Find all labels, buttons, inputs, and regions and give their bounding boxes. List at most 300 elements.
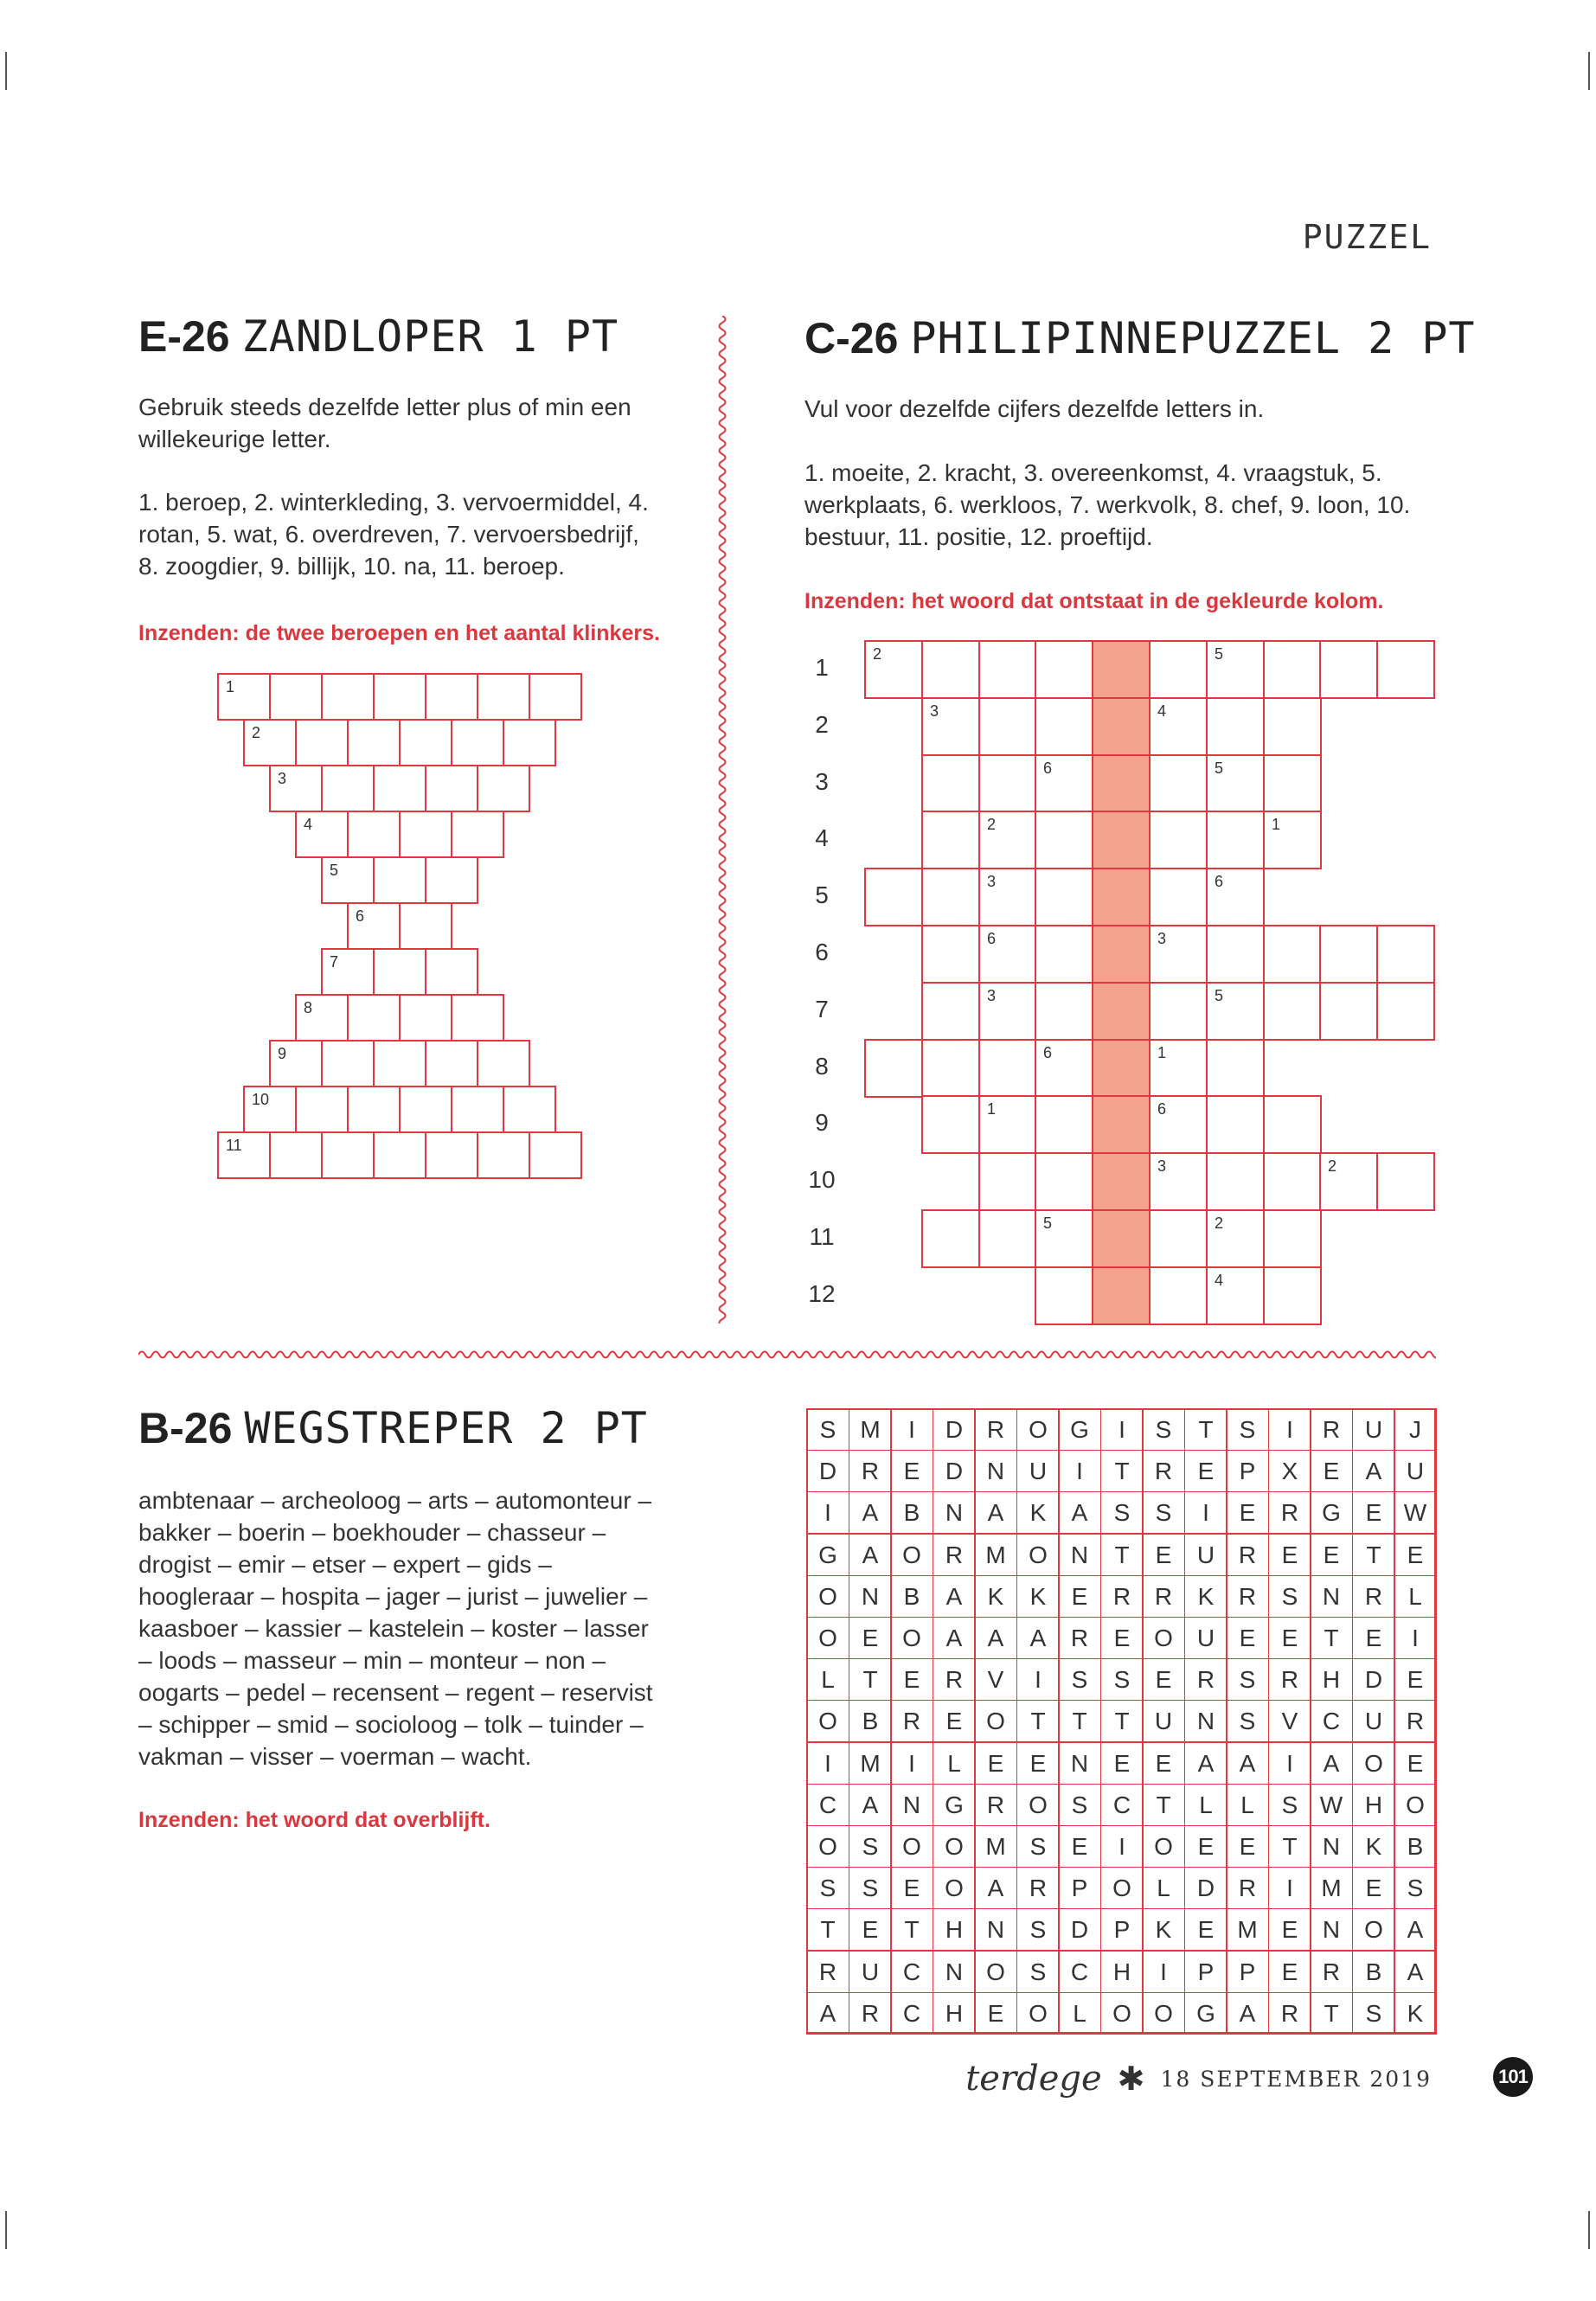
- wordsearch-letter[interactable]: S: [806, 1867, 849, 1909]
- philipinne-cell[interactable]: [1206, 1266, 1265, 1325]
- philipinne-cell[interactable]: [1149, 1095, 1208, 1154]
- wordsearch-letter[interactable]: J: [1394, 1408, 1437, 1451]
- wordsearch-letter[interactable]: T: [1184, 1408, 1227, 1451]
- zandloper-cell[interactable]: [451, 1086, 504, 1133]
- wordsearch-letter[interactable]: U: [1352, 1408, 1395, 1451]
- wordsearch-letter[interactable]: G: [1310, 1491, 1353, 1534]
- wordsearch-letter[interactable]: R: [890, 1700, 933, 1742]
- wordsearch-letter[interactable]: E: [1184, 1825, 1227, 1868]
- philipinne-cell[interactable]: [1206, 811, 1265, 869]
- wordsearch-letter[interactable]: G: [806, 1534, 849, 1576]
- zandloper-cell[interactable]: [321, 1040, 375, 1087]
- philipinne-cell[interactable]: [978, 868, 1037, 926]
- wordsearch-letter[interactable]: W: [1394, 1491, 1437, 1534]
- philipinne-highlight-cell[interactable]: [1092, 925, 1151, 984]
- wordsearch-letter[interactable]: A: [849, 1784, 892, 1826]
- wordsearch-letter[interactable]: A: [1226, 1992, 1269, 2035]
- wordsearch-letter[interactable]: R: [1142, 1575, 1185, 1618]
- philipinne-cell[interactable]: [864, 1039, 923, 1098]
- wordsearch-letter[interactable]: E: [1394, 1534, 1437, 1576]
- wordsearch-letter[interactable]: E: [974, 1742, 1017, 1785]
- wordsearch-letter[interactable]: O: [974, 1700, 1017, 1742]
- wordsearch-letter[interactable]: R: [1352, 1575, 1395, 1618]
- wordsearch-letter[interactable]: T: [1100, 1450, 1144, 1492]
- wordsearch-letter[interactable]: C: [1310, 1700, 1353, 1742]
- philipinne-cell[interactable]: [921, 754, 980, 813]
- wordsearch-letter[interactable]: T: [1100, 1534, 1144, 1576]
- wordsearch-letter[interactable]: A: [1016, 1617, 1060, 1659]
- philipinne-highlight-cell[interactable]: [1092, 1152, 1151, 1211]
- wordsearch-letter[interactable]: O: [1352, 1742, 1395, 1785]
- wordsearch-letter[interactable]: D: [1184, 1867, 1227, 1909]
- wordsearch-letter[interactable]: A: [1184, 1742, 1227, 1785]
- wordsearch-letter[interactable]: V: [1268, 1700, 1311, 1742]
- zandloper-cell[interactable]: [347, 811, 401, 858]
- zandloper-cell[interactable]: [503, 719, 556, 766]
- philipinne-cell[interactable]: [1149, 1266, 1208, 1325]
- zandloper-cell[interactable]: [321, 948, 375, 996]
- wordsearch-letter[interactable]: E: [1184, 1908, 1227, 1951]
- wordsearch-letter[interactable]: S: [849, 1867, 892, 1909]
- philipinne-highlight-cell[interactable]: [1092, 982, 1151, 1041]
- philipinne-cell[interactable]: [1149, 868, 1208, 926]
- wordsearch-letter[interactable]: B: [890, 1491, 933, 1534]
- wordsearch-letter[interactable]: T: [1100, 1700, 1144, 1742]
- wordsearch-letter[interactable]: W: [1310, 1784, 1353, 1826]
- philipinne-cell[interactable]: [1319, 640, 1378, 699]
- wordsearch-letter[interactable]: O: [806, 1617, 849, 1659]
- wordsearch-letter[interactable]: T: [1310, 1617, 1353, 1659]
- wordsearch-letter[interactable]: B: [890, 1575, 933, 1618]
- wordsearch-letter[interactable]: E: [1394, 1742, 1437, 1785]
- philipinne-cell[interactable]: [1035, 1209, 1093, 1268]
- wordsearch-letter[interactable]: K: [1352, 1825, 1395, 1868]
- wordsearch-letter[interactable]: O: [1142, 1992, 1185, 2035]
- wordsearch-letter[interactable]: S: [1226, 1658, 1269, 1701]
- wordsearch-letter[interactable]: T: [890, 1908, 933, 1951]
- wordsearch-letter[interactable]: R: [849, 1992, 892, 2035]
- philipinne-cell[interactable]: [921, 1209, 980, 1268]
- wordsearch-letter[interactable]: S: [1394, 1867, 1437, 1909]
- wordsearch-letter[interactable]: N: [890, 1784, 933, 1826]
- wordsearch-letter[interactable]: C: [1058, 1951, 1101, 1993]
- wordsearch-letter[interactable]: R: [1310, 1951, 1353, 1993]
- wordsearch-letter[interactable]: K: [1016, 1575, 1060, 1618]
- zandloper-cell[interactable]: [399, 811, 452, 858]
- zandloper-cell[interactable]: [399, 994, 452, 1042]
- zandloper-cell[interactable]: [373, 1040, 426, 1087]
- philipinne-cell[interactable]: [1035, 1039, 1093, 1098]
- philipinne-cell[interactable]: [1035, 1095, 1093, 1154]
- wordsearch-letter[interactable]: I: [1268, 1867, 1311, 1909]
- wordsearch-letter[interactable]: R: [1268, 1992, 1311, 2035]
- wordsearch-letter[interactable]: S: [1100, 1658, 1144, 1701]
- zandloper-cell[interactable]: [399, 1086, 452, 1133]
- wordsearch-letter[interactable]: M: [849, 1742, 892, 1785]
- wordsearch-letter[interactable]: D: [933, 1408, 976, 1451]
- wordsearch-letter[interactable]: O: [974, 1951, 1017, 1993]
- wordsearch-letter[interactable]: S: [849, 1825, 892, 1868]
- wordsearch-letter[interactable]: T: [1310, 1992, 1353, 2035]
- zandloper-cell[interactable]: [269, 673, 323, 721]
- philipinne-cell[interactable]: [1035, 640, 1093, 699]
- wordsearch-letter[interactable]: A: [806, 1992, 849, 2035]
- wordsearch-letter[interactable]: R: [1016, 1867, 1060, 1909]
- wordsearch-letter[interactable]: R: [1394, 1700, 1437, 1742]
- wordsearch-letter[interactable]: L: [806, 1658, 849, 1701]
- philipinne-cell[interactable]: [1035, 868, 1093, 926]
- zandloper-cell[interactable]: [347, 994, 401, 1042]
- wordsearch-letter[interactable]: T: [1268, 1825, 1311, 1868]
- wordsearch-letter[interactable]: E: [1142, 1658, 1185, 1701]
- wordsearch-letter[interactable]: E: [1352, 1491, 1395, 1534]
- wordsearch-letter[interactable]: I: [1268, 1408, 1311, 1451]
- philipinne-highlight-cell[interactable]: [1092, 811, 1151, 869]
- wordsearch-letter[interactable]: E: [1352, 1617, 1395, 1659]
- wordsearch-letter[interactable]: A: [1394, 1908, 1437, 1951]
- philipinne-cell[interactable]: [1319, 925, 1378, 984]
- wordsearch-letter[interactable]: R: [1184, 1658, 1227, 1701]
- wordsearch-letter[interactable]: L: [1394, 1575, 1437, 1618]
- wordsearch-letter[interactable]: R: [1226, 1575, 1269, 1618]
- philipinne-cell[interactable]: [1376, 1152, 1435, 1211]
- wordsearch-letter[interactable]: A: [1058, 1491, 1101, 1534]
- wordsearch-letter[interactable]: T: [849, 1658, 892, 1701]
- philipinne-cell[interactable]: [978, 754, 1037, 813]
- wordsearch-letter[interactable]: U: [1142, 1700, 1185, 1742]
- zandloper-cell[interactable]: [425, 765, 478, 812]
- philipinne-cell[interactable]: [1263, 982, 1322, 1041]
- wordsearch-letter[interactable]: E: [1142, 1534, 1185, 1576]
- wordsearch-letter[interactable]: I: [1016, 1658, 1060, 1701]
- zandloper-cell[interactable]: [269, 765, 323, 812]
- wordsearch-letter[interactable]: E: [1142, 1742, 1185, 1785]
- zandloper-cell[interactable]: [529, 1131, 582, 1179]
- wordsearch-letter[interactable]: B: [1394, 1825, 1437, 1868]
- wordsearch-letter[interactable]: E: [1184, 1450, 1227, 1492]
- wordsearch-letter[interactable]: M: [1226, 1908, 1269, 1951]
- philipinne-cell[interactable]: [1263, 754, 1322, 813]
- wordsearch-letter[interactable]: E: [1310, 1534, 1353, 1576]
- wordsearch-letter[interactable]: E: [1226, 1617, 1269, 1659]
- wordsearch-letter[interactable]: O: [1394, 1784, 1437, 1826]
- wordsearch-letter[interactable]: O: [1142, 1825, 1185, 1868]
- philipinne-cell[interactable]: [921, 640, 980, 699]
- wordsearch-letter[interactable]: P: [1184, 1951, 1227, 1993]
- wordsearch-letter[interactable]: G: [1184, 1992, 1227, 2035]
- wordsearch-letter[interactable]: L: [933, 1742, 976, 1785]
- wordsearch-letter[interactable]: S: [1268, 1575, 1311, 1618]
- wordsearch-letter[interactable]: T: [806, 1908, 849, 1951]
- wordsearch-letter[interactable]: M: [974, 1825, 1017, 1868]
- philipinne-highlight-cell[interactable]: [1092, 640, 1151, 699]
- philipinne-cell[interactable]: [864, 640, 923, 699]
- wordsearch-letter[interactable]: E: [1100, 1742, 1144, 1785]
- wordsearch-letter[interactable]: I: [1268, 1742, 1311, 1785]
- wordsearch-letter[interactable]: P: [1226, 1951, 1269, 1993]
- philipinne-cell[interactable]: [1035, 697, 1093, 756]
- philipinne-cell[interactable]: [1376, 982, 1435, 1041]
- zandloper-cell[interactable]: [451, 719, 504, 766]
- wordsearch-letter[interactable]: U: [1016, 1450, 1060, 1492]
- wordsearch-letter[interactable]: E: [1310, 1450, 1353, 1492]
- wordsearch-letter[interactable]: E: [890, 1450, 933, 1492]
- wordsearch-letter[interactable]: T: [1352, 1534, 1395, 1576]
- philipinne-cell[interactable]: [1149, 811, 1208, 869]
- philipinne-cell[interactable]: [1149, 754, 1208, 813]
- wordsearch-letter[interactable]: O: [1016, 1408, 1060, 1451]
- wordsearch-letter[interactable]: I: [1184, 1491, 1227, 1534]
- zandloper-cell[interactable]: [269, 1131, 323, 1179]
- wordsearch-letter[interactable]: A: [974, 1491, 1017, 1534]
- philipinne-cell[interactable]: [921, 697, 980, 756]
- wordsearch-letter[interactable]: U: [1184, 1534, 1227, 1576]
- wordsearch-letter[interactable]: N: [933, 1491, 976, 1534]
- wordsearch-letter[interactable]: R: [806, 1951, 849, 1993]
- wordsearch-letter[interactable]: S: [806, 1408, 849, 1451]
- philipinne-cell[interactable]: [978, 1152, 1037, 1211]
- philipinne-cell[interactable]: [1263, 1152, 1322, 1211]
- wordsearch-letter[interactable]: D: [1352, 1658, 1395, 1701]
- wordsearch-letter[interactable]: I: [1142, 1951, 1185, 1993]
- zandloper-cell[interactable]: [477, 673, 530, 721]
- wordsearch-letter[interactable]: O: [806, 1825, 849, 1868]
- philipinne-cell[interactable]: [1035, 982, 1093, 1041]
- wordsearch-letter[interactable]: U: [1352, 1700, 1395, 1742]
- philipinne-cell[interactable]: [1263, 925, 1322, 984]
- wordsearch-letter[interactable]: M: [974, 1534, 1017, 1576]
- wordsearch-letter[interactable]: A: [849, 1491, 892, 1534]
- philipinne-cell[interactable]: [1149, 1209, 1208, 1268]
- wordsearch-letter[interactable]: N: [849, 1575, 892, 1618]
- philipinne-cell[interactable]: [978, 811, 1037, 869]
- zandloper-cell[interactable]: [217, 1131, 271, 1179]
- wordsearch-letter[interactable]: O: [1016, 1534, 1060, 1576]
- wordsearch-letter[interactable]: L: [1226, 1784, 1269, 1826]
- zandloper-cell[interactable]: [347, 1086, 401, 1133]
- wordsearch-letter[interactable]: E: [1016, 1742, 1060, 1785]
- zandloper-cell[interactable]: [321, 765, 375, 812]
- wordsearch-letter[interactable]: K: [1184, 1575, 1227, 1618]
- philipinne-cell[interactable]: [1263, 697, 1322, 756]
- wordsearch-letter[interactable]: O: [1016, 1992, 1060, 2035]
- wordsearch-letter[interactable]: O: [806, 1575, 849, 1618]
- wordsearch-letter[interactable]: T: [1058, 1700, 1101, 1742]
- wordsearch-letter[interactable]: O: [890, 1825, 933, 1868]
- wordsearch-letter[interactable]: E: [849, 1617, 892, 1659]
- zandloper-cell[interactable]: [373, 1131, 426, 1179]
- philipinne-cell[interactable]: [1035, 925, 1093, 984]
- wordsearch-letter[interactable]: K: [1016, 1491, 1060, 1534]
- wordsearch-letter[interactable]: M: [1310, 1867, 1353, 1909]
- zandloper-cell[interactable]: [477, 1131, 530, 1179]
- wordsearch-letter[interactable]: C: [1100, 1784, 1144, 1826]
- wordsearch-letter[interactable]: C: [890, 1992, 933, 2035]
- zandloper-cell[interactable]: [295, 811, 349, 858]
- wordsearch-letter[interactable]: S: [1142, 1408, 1185, 1451]
- zandloper-cell[interactable]: [425, 948, 478, 996]
- philipinne-cell[interactable]: [1206, 1209, 1265, 1268]
- philipinne-cell[interactable]: [1206, 1095, 1265, 1154]
- wordsearch-letter[interactable]: K: [1142, 1908, 1185, 1951]
- philipinne-cell[interactable]: [921, 868, 980, 926]
- wordsearch-letter[interactable]: R: [1268, 1658, 1311, 1701]
- philipinne-cell[interactable]: [1263, 811, 1322, 869]
- zandloper-cell[interactable]: [503, 1086, 556, 1133]
- wordsearch-letter[interactable]: X: [1268, 1450, 1311, 1492]
- wordsearch-letter[interactable]: E: [1058, 1575, 1101, 1618]
- zandloper-cell[interactable]: [243, 1086, 297, 1133]
- wordsearch-letter[interactable]: C: [806, 1784, 849, 1826]
- wordsearch-letter[interactable]: R: [1142, 1450, 1185, 1492]
- zandloper-cell[interactable]: [295, 1086, 349, 1133]
- wordsearch-letter[interactable]: I: [1100, 1825, 1144, 1868]
- wordsearch-letter[interactable]: S: [1352, 1992, 1395, 2035]
- philipinne-cell[interactable]: [978, 1039, 1037, 1098]
- wordsearch-letter[interactable]: D: [1058, 1908, 1101, 1951]
- wordsearch-letter[interactable]: U: [1184, 1617, 1227, 1659]
- wordsearch-letter[interactable]: O: [1142, 1617, 1185, 1659]
- philipinne-cell[interactable]: [921, 925, 980, 984]
- wordsearch-letter[interactable]: E: [1394, 1658, 1437, 1701]
- wordsearch-letter[interactable]: N: [974, 1908, 1017, 1951]
- wordsearch-letter[interactable]: A: [849, 1534, 892, 1576]
- philipinne-cell[interactable]: [1149, 1039, 1208, 1098]
- zandloper-cell[interactable]: [399, 719, 452, 766]
- philipinne-cell[interactable]: [1035, 754, 1093, 813]
- wordsearch-letter[interactable]: R: [1100, 1575, 1144, 1618]
- philipinne-cell[interactable]: [1206, 640, 1265, 699]
- zandloper-cell[interactable]: [321, 673, 375, 721]
- wordsearch-letter[interactable]: K: [1394, 1992, 1437, 2035]
- wordsearch-letter[interactable]: G: [1058, 1408, 1101, 1451]
- philipinne-cell[interactable]: [1035, 1266, 1093, 1325]
- philipinne-cell[interactable]: [1263, 1266, 1322, 1325]
- zandloper-cell[interactable]: [451, 994, 504, 1042]
- wordsearch-letter[interactable]: T: [1016, 1700, 1060, 1742]
- wordsearch-letter[interactable]: R: [1310, 1408, 1353, 1451]
- wordsearch-letter[interactable]: E: [1058, 1825, 1101, 1868]
- wordsearch-letter[interactable]: S: [1226, 1700, 1269, 1742]
- wordsearch-letter[interactable]: V: [974, 1658, 1017, 1701]
- wordsearch-letter[interactable]: C: [890, 1951, 933, 1993]
- wordsearch-letter[interactable]: B: [1352, 1951, 1395, 1993]
- philipinne-cell[interactable]: [1206, 754, 1265, 813]
- wordsearch-letter[interactable]: E: [890, 1658, 933, 1701]
- zandloper-cell[interactable]: [477, 765, 530, 812]
- wordsearch-letter[interactable]: H: [1310, 1658, 1353, 1701]
- zandloper-cell[interactable]: [425, 1040, 478, 1087]
- wordsearch-letter[interactable]: A: [1226, 1742, 1269, 1785]
- wordsearch-letter[interactable]: R: [974, 1408, 1017, 1451]
- philipinne-cell[interactable]: [1206, 982, 1265, 1041]
- wordsearch-letter[interactable]: P: [1058, 1867, 1101, 1909]
- wordsearch-letter[interactable]: R: [849, 1450, 892, 1492]
- philipinne-cell[interactable]: [1263, 1095, 1322, 1154]
- philipinne-cell[interactable]: [1206, 868, 1265, 926]
- philipinne-cell[interactable]: [1149, 982, 1208, 1041]
- wordsearch-letter[interactable]: O: [1100, 1992, 1144, 2035]
- wordsearch-letter[interactable]: E: [1226, 1825, 1269, 1868]
- wordsearch-letter[interactable]: A: [1394, 1951, 1437, 1993]
- wordsearch-letter[interactable]: O: [1016, 1784, 1060, 1826]
- philipinne-cell[interactable]: [1149, 1152, 1208, 1211]
- wordsearch-letter[interactable]: E: [890, 1867, 933, 1909]
- wordsearch-letter[interactable]: N: [1310, 1575, 1353, 1618]
- wordsearch-letter[interactable]: N: [1058, 1742, 1101, 1785]
- wordsearch-letter[interactable]: D: [933, 1450, 976, 1492]
- philipinne-cell[interactable]: [1149, 640, 1208, 699]
- philipinne-cell[interactable]: [978, 1209, 1037, 1268]
- philipinne-cell[interactable]: [1149, 925, 1208, 984]
- wordsearch-letter[interactable]: R: [1226, 1534, 1269, 1576]
- wordsearch-letter[interactable]: M: [849, 1408, 892, 1451]
- zandloper-cell[interactable]: [217, 673, 271, 721]
- zandloper-cell[interactable]: [373, 765, 426, 812]
- zandloper-cell[interactable]: [269, 1040, 323, 1087]
- zandloper-cell[interactable]: [347, 902, 401, 950]
- wordsearch-letter[interactable]: I: [1058, 1450, 1101, 1492]
- wordsearch-letter[interactable]: O: [1352, 1908, 1395, 1951]
- wordsearch-letter[interactable]: E: [1268, 1951, 1311, 1993]
- zandloper-cell[interactable]: [399, 902, 452, 950]
- wordsearch-letter[interactable]: T: [1142, 1784, 1185, 1826]
- wordsearch-letter[interactable]: N: [1310, 1908, 1353, 1951]
- philipinne-cell[interactable]: [1319, 982, 1378, 1041]
- wordsearch-letter[interactable]: R: [1268, 1491, 1311, 1534]
- wordsearch-letter[interactable]: B: [849, 1700, 892, 1742]
- wordsearch-letter[interactable]: U: [1394, 1450, 1437, 1492]
- wordsearch-letter[interactable]: A: [933, 1575, 976, 1618]
- philipinne-cell[interactable]: [921, 811, 980, 869]
- wordsearch-letter[interactable]: E: [1268, 1908, 1311, 1951]
- wordsearch-letter[interactable]: N: [1184, 1700, 1227, 1742]
- wordsearch-letter[interactable]: S: [1016, 1825, 1060, 1868]
- zandloper-cell[interactable]: [425, 1131, 478, 1179]
- wordsearch-letter[interactable]: K: [974, 1575, 1017, 1618]
- zandloper-cell[interactable]: [373, 948, 426, 996]
- wordsearch-letter[interactable]: R: [974, 1784, 1017, 1826]
- wordsearch-letter[interactable]: A: [1310, 1742, 1353, 1785]
- philipinne-highlight-cell[interactable]: [1092, 697, 1151, 756]
- wordsearch-letter[interactable]: L: [1142, 1867, 1185, 1909]
- wordsearch-letter[interactable]: I: [1394, 1617, 1437, 1659]
- wordsearch-letter[interactable]: O: [933, 1867, 976, 1909]
- wordsearch-letter[interactable]: N: [974, 1450, 1017, 1492]
- philipinne-cell[interactable]: [978, 640, 1037, 699]
- philipinne-cell[interactable]: [978, 1095, 1037, 1154]
- wordsearch-letter[interactable]: E: [849, 1908, 892, 1951]
- wordsearch-letter[interactable]: A: [974, 1617, 1017, 1659]
- zandloper-cell[interactable]: [425, 856, 478, 904]
- wordsearch-letter[interactable]: I: [806, 1491, 849, 1534]
- philipinne-cell[interactable]: [978, 925, 1037, 984]
- philipinne-cell[interactable]: [1149, 697, 1208, 756]
- philipinne-cell[interactable]: [1206, 697, 1265, 756]
- wordsearch-letter[interactable]: S: [1100, 1491, 1144, 1534]
- wordsearch-letter[interactable]: H: [1100, 1951, 1144, 1993]
- wordsearch-letter[interactable]: L: [1058, 1992, 1101, 2035]
- philipinne-cell[interactable]: [921, 982, 980, 1041]
- wordsearch-letter[interactable]: E: [1352, 1867, 1395, 1909]
- wordsearch-letter[interactable]: R: [1226, 1867, 1269, 1909]
- wordsearch-letter[interactable]: O: [933, 1825, 976, 1868]
- zandloper-cell[interactable]: [373, 673, 426, 721]
- wordsearch-letter[interactable]: O: [806, 1700, 849, 1742]
- wordsearch-letter[interactable]: E: [974, 1992, 1017, 2035]
- zandloper-cell[interactable]: [321, 1131, 375, 1179]
- wordsearch-letter[interactable]: N: [933, 1951, 976, 1993]
